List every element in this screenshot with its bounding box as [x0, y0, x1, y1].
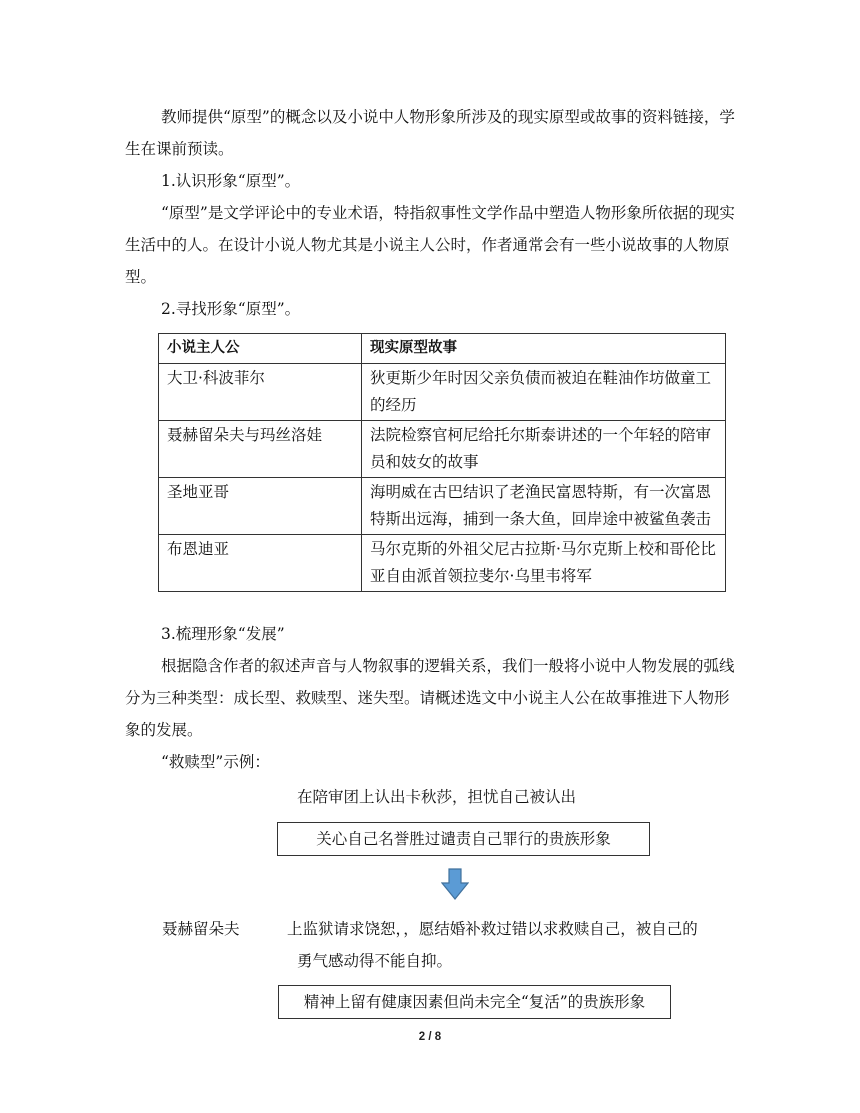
- diagram-event-2-line-2: 勇气感动得不能自抑。: [297, 952, 453, 970]
- step3-paragraph: 根据隐含作者的叙述声音与人物叙事的逻辑关系，我们一般将小说中人物发展的弧线分为三种类型：成长型、救赎型、迷失型。请概述选文中小说主人公在故事推进下人物形象的发展。: [125, 657, 735, 739]
- table-row: [159, 421, 726, 478]
- table-header-prototype-story: 现实原型故事: [362, 334, 726, 364]
- table-cell-story: 法院检察官柯尼给托尔斯泰讲述的一个年轻的陪审员和妓女的故事: [362, 421, 726, 478]
- table-cell-story: 海明威在古巴结识了老渔民富恩特斯，有一次富恩特斯出远海，捕到一条大鱼，回岸途中被鲨鱼袭击: [362, 478, 726, 535]
- table-row: [159, 535, 726, 592]
- table-header-protagonist: 小说主人公: [159, 334, 362, 364]
- diagram-image-box-2: 精神上留有健康因素但尚未完全“复活”的贵族形象: [278, 985, 671, 1019]
- table-header-row: [159, 334, 726, 364]
- down-arrow-icon: [441, 868, 469, 900]
- step3-heading: 3.梳理形象“发展”: [161, 625, 285, 643]
- step2-heading: 2.寻找形象“原型”。: [161, 300, 301, 318]
- diagram-event-1: 在陪审团上认出卡秋莎，担忧自己被认出: [297, 788, 577, 806]
- table-cell-protagonist: 大卫·科波菲尔: [159, 364, 362, 421]
- table-cell-protagonist: 布恩迪亚: [159, 535, 362, 592]
- intro-paragraph: 教师提供“原型”的概念以及小说中人物形象所涉及的现实原型或故事的资料链接，学生在课前预读。: [125, 108, 735, 158]
- table-cell-protagonist: 圣地亚哥: [159, 478, 362, 535]
- prototype-table: [158, 333, 726, 592]
- step1-heading: 1.认识形象“原型”。: [161, 172, 301, 190]
- table-row: [159, 364, 726, 421]
- table-cell-story: 狄更斯少年时因父亲负债而被迫在鞋油作坊做童工的经历: [362, 364, 726, 421]
- diagram-event-2-line-1: 上监狱请求饶恕，，愿结婚补救过错以求救赎自己，被自己的: [287, 920, 698, 938]
- table-row: [159, 478, 726, 535]
- table-cell-story: 马尔克斯的外祖父尼古拉斯·马尔克斯上校和哥伦比亚自由派首领拉斐尔·乌里韦将军: [362, 535, 726, 592]
- step1-paragraph: “原型”是文学评论中的专业术语，特指叙事性文学作品中塑造人物形象所依据的现实生活中的人。在设计小说人物尤其是小说主人公时，作者通常会有一些小说故事的人物原型。: [125, 204, 735, 286]
- diagram-character-name: 聂赫留朵夫: [162, 920, 240, 938]
- table-cell-protagonist: 聂赫留朵夫与玛丝洛娃: [159, 421, 362, 478]
- diagram-image-box-1: 关心自己名誉胜过谴责自己罪行的贵族形象: [277, 822, 650, 856]
- page-number: 2 / 8: [418, 1031, 442, 1043]
- example-label: “救赎型”示例：: [161, 753, 270, 771]
